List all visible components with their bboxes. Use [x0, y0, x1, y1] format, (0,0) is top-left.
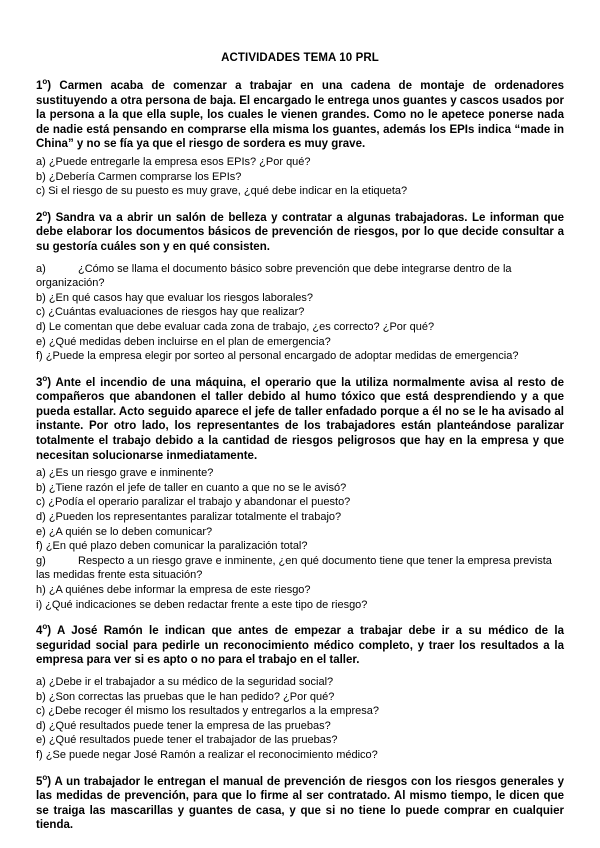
question-text	[36, 373, 564, 464]
question-body: ) A un trabajador le entregan el manual de prevención de riesgos con los riesgos generales y las medidas de prevención, para que lo firme al ser contratado. Al mismo tiempo, le dicen que se traiga las mascarillas y guantes de casa, y que si no tiene lo puede comprar en cualquier tienda.	[36, 775, 564, 832]
sub-question: i) ¿Qué indicaciones se deben redactar frente a este tipo de riesgo?	[36, 598, 368, 611]
question-5	[36, 772, 564, 833]
ordinal-sup: o	[42, 77, 48, 87]
sub-question-text: ¿Cómo se llama el documento básico sobre prevención que debe integrarse dentro de la organización?	[36, 262, 512, 290]
sub-question: e) ¿Qué resultados puede tener el trabajador de las pruebas?	[36, 734, 338, 747]
question-text	[36, 772, 564, 833]
sub-question-text: Respecto a un riesgo grave e inminente, ¿en qué documento tiene que tener la empresa prevista las medidas frente esta situación?	[36, 554, 552, 582]
sub-question: a) ¿Debe ir el trabajador a su médico de la seguridad social?	[36, 675, 334, 688]
sub-question: a) ¿Puede entregarle la empresa esos EPIs? ¿Por qué?	[36, 155, 311, 168]
sub-question-letter: g)	[36, 554, 46, 567]
sub-question: e) ¿A quién se lo deben comunicar?	[36, 525, 213, 538]
sub-question-list	[36, 262, 564, 364]
question-number: 3	[36, 376, 43, 389]
sub-question: f) ¿Puede la empresa elegir por sorteo al personal encargado de adoptar medidas de emergencia?	[36, 350, 519, 363]
sub-question: c) ¿Cuántas evaluaciones de riesgos hay que realizar?	[36, 306, 305, 319]
sub-question-list	[36, 466, 564, 612]
question-body: ) A José Ramón le indican que antes de empezar a trabajar debe ir a su médico de la seguridad social para pedirle un reconocimiento médico completo, y traer los resultados a la empresa para ver si es apto o no para el trabajo en el taller.	[36, 625, 564, 667]
sub-question: d) ¿Qué resultados puede tener la empresa de las pruebas?	[36, 719, 331, 732]
question-1	[36, 79, 564, 199]
question-number: 4	[36, 625, 43, 638]
question-4	[36, 624, 564, 762]
question-body: ) Carmen acaba de comenzar a trabajar en una cadena de montaje de ordenadores sustituyendo a otra persona de baja. El encargado le entrega unos guantes y cascos usados por la persona a la que ella suple, los cuales le vienen grandes. Como no le apetece ponerse nada de nadie está pensando en comprarse ella misma los guantes, además los EPIs indica “made in China” y no se fía ya que el riesgo de sordera es muy grave.	[36, 80, 564, 151]
sub-question: b) ¿En qué casos hay que evaluar los riesgos laborales?	[36, 291, 313, 304]
sub-question: a) ¿Es un riesgo grave e inminente?	[36, 467, 214, 480]
sub-question: f) ¿Se puede negar José Ramón a realizar el reconocimiento médico?	[36, 748, 378, 761]
sub-question	[36, 262, 564, 291]
question-body: ) Sandra va a abrir un salón de belleza y contratar a algunas trabajadoras. Le informan que debe elaborar los documentos básicos de prevención de riesgos, por lo que decide consultar a su gestoría cuáles son y en qué consisten.	[36, 211, 564, 253]
ordinal-sup: o	[42, 772, 48, 782]
sub-question: c) ¿Podía el operario paralizar el trabajo y abandonar el puesto?	[36, 496, 351, 509]
sub-question: d) ¿Pueden los representantes paralizar totalmente el trabajo?	[36, 511, 342, 524]
page-title: ACTIVIDADES TEMA 10 PRL	[221, 52, 379, 64]
sub-question: d) Le comentan que debe evaluar cada zona de trabajo, ¿es correcto? ¿Por qué?	[36, 320, 435, 333]
sub-question: c) ¿Debe recoger él mismo los resultados y entregarlos a la empresa?	[36, 705, 379, 718]
ordinal-sup: o	[42, 373, 48, 383]
question-text	[36, 624, 564, 668]
sub-question-letter: a)	[36, 262, 46, 275]
ordinal-sup: o	[42, 622, 48, 632]
question-text	[36, 208, 564, 255]
question-number: 2	[36, 211, 43, 224]
sub-question: b) ¿Son correctas las pruebas que le han pedido? ¿Por qué?	[36, 690, 335, 703]
ordinal-sup: o	[42, 208, 48, 218]
question-3	[36, 373, 564, 613]
question-text	[36, 79, 564, 152]
question-body: ) Ante el incendio de una máquina, el operario que la utiliza normalmente avisa al resto de compañeros que abandonen el taller debido al humo tóxico que está desprendiendo y a que pueda estallar. Acto seguido aparece el jefe de taller enfadado porque a él no se le ha avisado al instante. Por otro lado, los representantes de los trabajadores están planteándose paralizar totalmente el trabajo debido a la cantidad de riesgos peligrosos que hay en la empresa y que necesitan solucionarse inmediatamente.	[36, 376, 564, 462]
question-2	[36, 208, 564, 364]
sub-question: h) ¿A quiénes debe informar la empresa de este riesgo?	[36, 584, 311, 596]
sub-question-list	[36, 675, 564, 763]
sub-question: f) ¿En qué plazo deben comunicar la paralización total?	[36, 540, 308, 553]
sub-question-list	[36, 155, 564, 199]
sub-question: e) ¿Qué medidas deben incluirse en el plan de emergencia?	[36, 335, 331, 348]
sub-question: b) ¿Debería Carmen comprarse los EPIs?	[36, 170, 242, 183]
question-number: 1	[36, 80, 43, 92]
sub-question: b) ¿Tiene razón el jefe de taller en cuanto a que no se le avisó?	[36, 481, 347, 494]
document-page	[36, 52, 564, 845]
question-number: 5	[36, 775, 43, 788]
sub-question: c) Si el riesgo de su puesto es muy grave, ¿qué debe indicar en la etiqueta?	[36, 185, 408, 198]
sub-question	[36, 554, 564, 583]
